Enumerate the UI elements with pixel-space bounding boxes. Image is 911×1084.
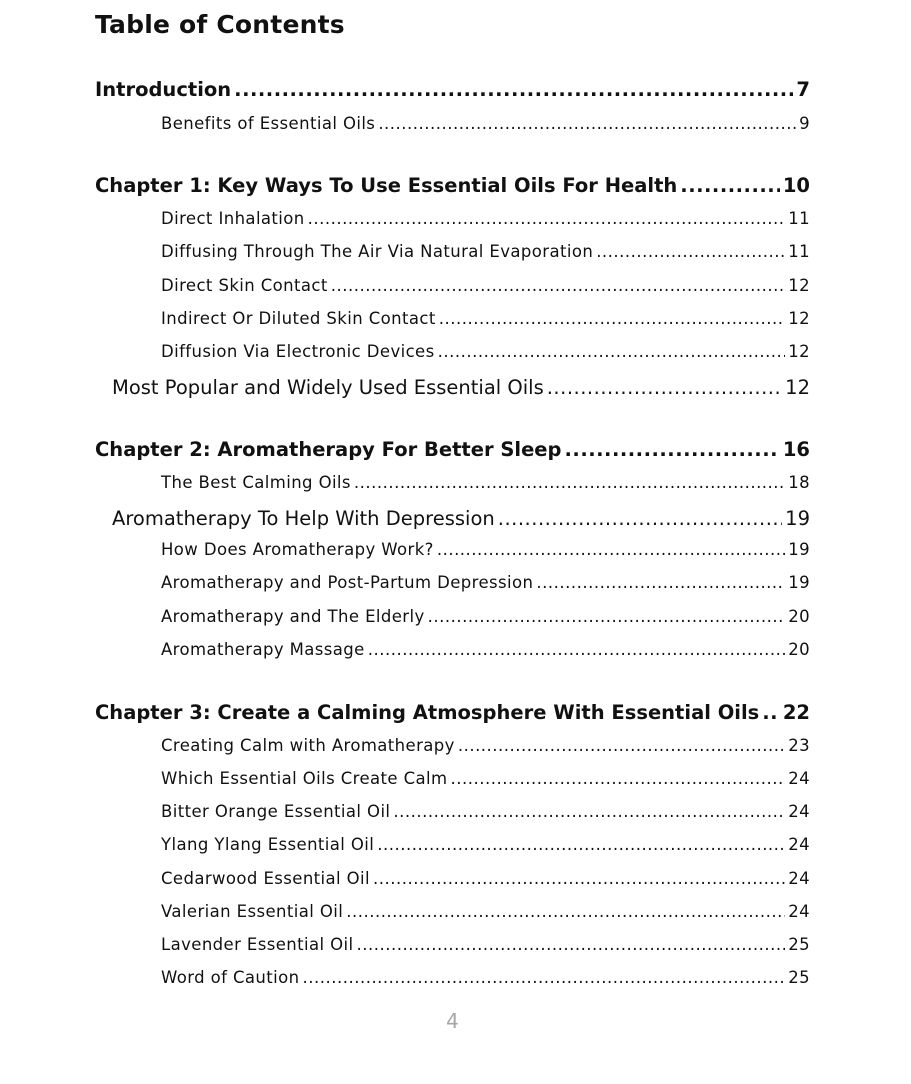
toc-entry-label: Indirect Or Diluted Skin Contact [161,309,436,328]
dot-leader [234,78,793,101]
dot-leader [762,701,780,724]
toc-entry-label: Aromatherapy and Post-Partum Depression [161,573,534,592]
dot-leader [439,309,785,328]
dot-leader [498,507,782,530]
toc-entry-page: 18 [788,473,810,492]
toc-entry-page: 12 [788,342,810,361]
toc-entry[interactable] [161,935,810,961]
dot-leader [437,540,785,559]
page-number: 4 [446,1009,459,1033]
toc-entry-label: Chapter 1: Key Ways To Use Essential Oils For Health [95,174,678,197]
toc-entry[interactable] [161,242,810,268]
toc-entry-label: Diffusing Through The Air Via Natural Evaporation [161,242,594,261]
toc-entry-label: Chapter 3: Create a Calming Atmosphere With Essential Oils [95,701,760,724]
toc-entry-page: 24 [788,802,810,821]
toc-entry-label: Cedarwood Essential Oil [161,869,371,888]
dot-leader [331,276,785,295]
toc-entry-page: 12 [788,309,810,328]
toc-entry-label: Bitter Orange Essential Oil [161,802,391,821]
toc-entry-label: How Does Aromatherapy Work? [161,540,434,559]
dot-leader [458,736,785,755]
toc-entry[interactable] [161,276,810,302]
dot-leader [377,835,785,854]
toc-entry-label: Valerian Essential Oil [161,902,344,921]
toc-entry-chapter-3[interactable] [95,701,810,727]
toc-entry[interactable] [161,869,810,895]
toc-entry-page: 23 [788,736,810,755]
toc-entry-introduction[interactable] [95,78,810,104]
toc-entry[interactable] [161,342,810,368]
toc-entry-chapter-1[interactable] [95,174,810,200]
dot-leader [536,573,785,592]
toc-entry-label: Benefits of Essential Oils [161,114,376,133]
toc-entry-page: 24 [788,902,810,921]
toc-entry[interactable] [161,769,810,795]
toc-entry[interactable] [161,209,810,235]
toc-entry-page: 19 [788,540,810,559]
toc-entry-label: Word of Caution [161,968,300,987]
toc-entry-page: 24 [788,869,810,888]
toc-entry[interactable] [161,114,810,140]
dot-leader [346,902,785,921]
toc-entry[interactable] [161,802,810,828]
toc-entry-label: Diffusion Via Electronic Devices [161,342,435,361]
toc-entry-page: 11 [788,242,810,261]
toc-entry-label: Which Essential Oils Create Calm [161,769,448,788]
toc-entry-page: 20 [788,640,810,659]
toc-entry[interactable] [161,309,810,335]
toc-entry-label: Aromatherapy and The Elderly [161,607,425,626]
toc-entry-page: 19 [788,573,810,592]
toc-entry-label: Lavender Essential Oil [161,935,354,954]
toc-entry[interactable] [112,507,810,533]
toc-entry-page: 11 [788,209,810,228]
toc-entry[interactable] [161,835,810,861]
toc-entry-label: Aromatherapy To Help With Depression [112,507,495,530]
toc-entry-label: The Best Calming Oils [161,473,351,492]
dot-leader [428,607,786,626]
dot-leader [451,769,786,788]
toc-entry-page: 9 [799,114,810,133]
dot-leader [438,342,786,361]
toc-entry[interactable] [112,376,810,402]
toc-entry-label: Direct Skin Contact [161,276,328,295]
dot-leader [308,209,786,228]
toc-entry-page: 22 [782,701,810,724]
toc-entry-label: Aromatherapy Massage [161,640,365,659]
toc-entry[interactable] [161,607,810,633]
toc-entry[interactable] [161,540,810,566]
dot-leader [547,376,782,399]
toc-entry[interactable] [161,902,810,928]
toc-entry[interactable] [161,736,810,762]
toc-entry-page: 24 [788,769,810,788]
toc-entry-label: Creating Calm with Aromatherapy [161,736,455,755]
dot-leader [357,935,786,954]
toc-entry-page: 12 [785,376,810,399]
toc-entry-page: 12 [788,276,810,295]
dot-leader [565,438,780,461]
toc-entry-page: 25 [788,968,810,987]
toc-entry[interactable] [161,640,810,666]
dot-leader [354,473,785,492]
toc-entry[interactable] [161,968,810,994]
toc-entry-page: 19 [785,507,810,530]
dot-leader [303,968,786,987]
toc-entry-page: 10 [782,174,810,197]
toc-entry-label: Most Popular and Widely Used Essential Oils [112,376,544,399]
toc-entry-chapter-2[interactable] [95,438,810,464]
toc-entry-page: 20 [788,607,810,626]
dot-leader [596,242,785,261]
toc-entry-label: Chapter 2: Aromatherapy For Better Sleep [95,438,562,461]
toc-entry-label: Ylang Ylang Essential Oil [161,835,375,854]
toc-entry-page: 25 [788,935,810,954]
toc-entry-page: 24 [788,835,810,854]
toc-entry-page: 7 [796,78,810,101]
toc-entry[interactable] [161,573,810,599]
toc-entry-label: Introduction [95,78,232,101]
page-title: Table of Contents [95,10,345,39]
dot-leader [378,114,796,133]
toc-entry[interactable] [161,473,810,499]
dot-leader [368,640,785,659]
dot-leader [373,869,785,888]
dot-leader [680,174,780,197]
dot-leader [393,802,785,821]
toc-entry-label: Direct Inhalation [161,209,305,228]
toc-entry-page: 16 [782,438,810,461]
